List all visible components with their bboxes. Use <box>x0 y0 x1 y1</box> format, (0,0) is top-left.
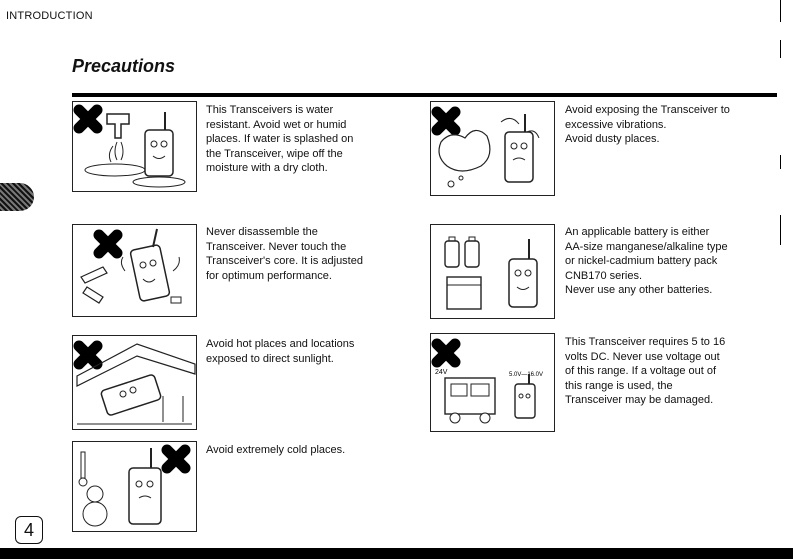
edge-mark <box>780 40 781 58</box>
illustration-batteries <box>430 224 555 319</box>
precaution-text-water: This Transceivers is water resistant. Avoid wet or humid places. If water is splashed on the Transceiver, wipe off the moisture with a dry cloth. <box>206 104 354 174</box>
precaution-text-cold: Avoid extremely cold places. <box>206 444 346 456</box>
chapter-tab <box>0 183 34 211</box>
precaution-text-disassemble: Never disassemble the Transceiver. Never touch the Transceiver's core. It is adjusted for optimum performance. <box>206 226 363 282</box>
edge-mark <box>780 155 781 169</box>
illustration-voltage <box>430 333 555 432</box>
precaution-text-voltage: This Transceiver requires 5 to 16 volts DC. Never use voltage out of this range. If a voltage out of this range is used, the Transceiver may be damaged. <box>565 336 726 406</box>
edge-mark <box>780 0 781 22</box>
label-24v: 24V <box>435 369 448 376</box>
truck-voltage-icon <box>431 334 554 431</box>
page-number: 4 <box>15 516 43 544</box>
illustration-disassemble <box>72 224 197 317</box>
illustration-cold <box>72 441 197 532</box>
batteries-icon <box>431 225 554 318</box>
sun-heat-icon <box>73 336 196 429</box>
bottom-bar <box>0 548 793 559</box>
page-title: Precautions <box>72 56 176 76</box>
faucet-water-icon <box>73 102 196 191</box>
edge-mark <box>780 215 781 245</box>
vibration-dust-icon <box>431 102 554 195</box>
illustration-heat <box>72 335 197 430</box>
tools-disassemble-icon <box>73 225 196 316</box>
illustration-water <box>72 101 197 192</box>
precaution-text-heat: Avoid hot places and locations exposed to direct sunlight. <box>206 338 355 365</box>
label-voltage-range: 5.0V—16.0V <box>509 372 544 378</box>
precaution-text-batteries: An applicable battery is either AA-size manganese/alkaline type or nickel-cadmium battery pack CNB170 series. Never use any other batteries. <box>565 226 728 296</box>
precaution-text-vibration: Avoid exposing the Transceiver to excessive vibrations. Avoid dusty places. <box>565 104 730 145</box>
title-rule <box>72 93 777 97</box>
section-label: INTRODUCTION <box>6 10 93 22</box>
cold-snowman-icon <box>73 442 196 531</box>
illustration-vibration <box>430 101 555 196</box>
